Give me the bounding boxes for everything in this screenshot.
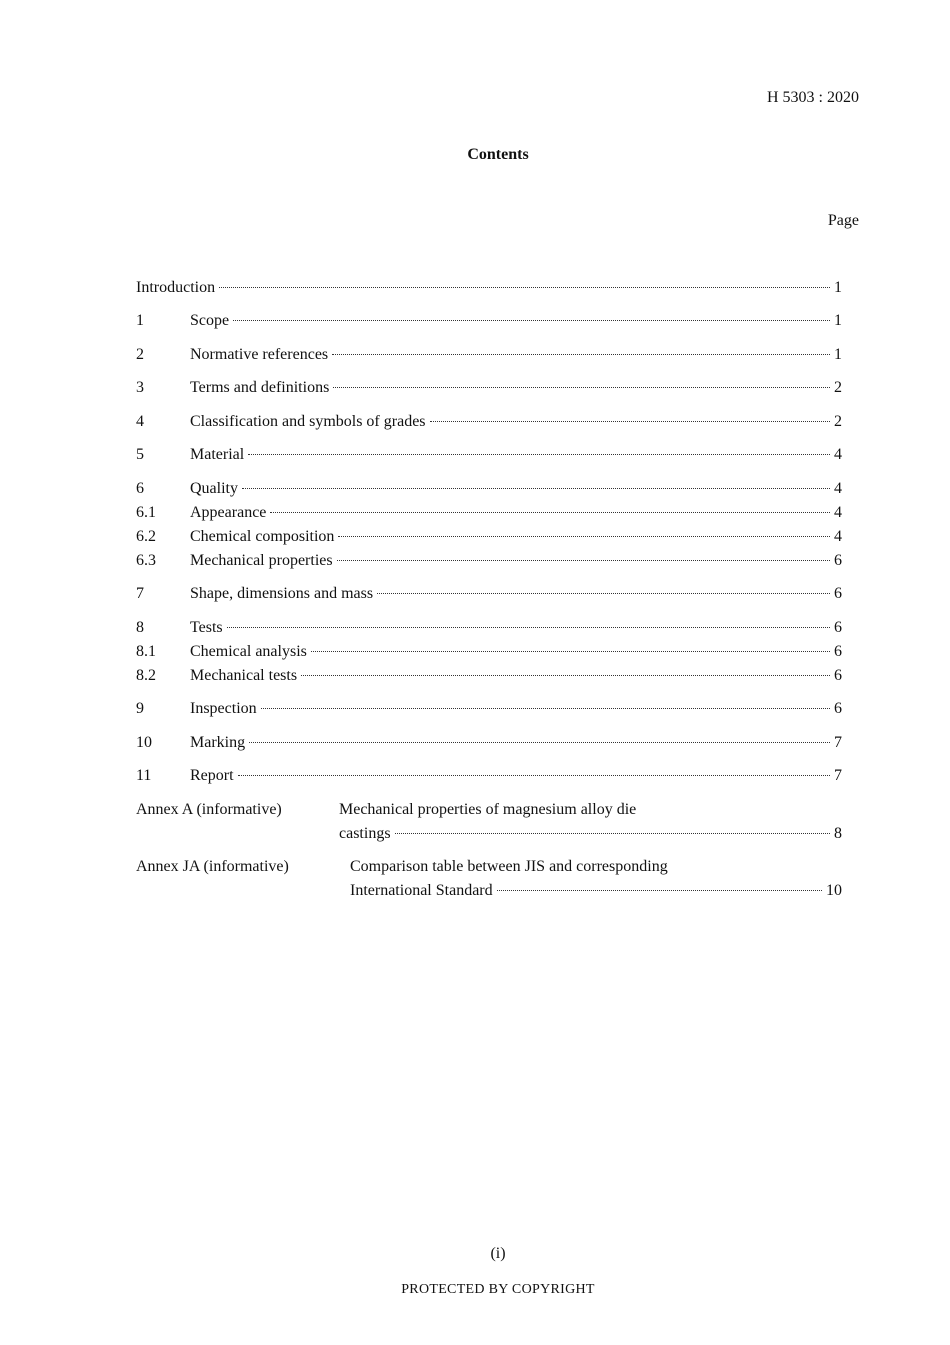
toc-entry-number: 9 [136,700,144,717]
toc-entry-number: 6.3 [136,552,156,569]
toc-entry-label: Shape, dimensions and mass [190,585,374,602]
dot-leader [497,890,822,891]
toc-entry-page: 4 [834,446,842,463]
toc-entry-label: Mechanical tests [190,667,298,684]
dot-leader [333,387,830,388]
dot-leader [238,775,830,776]
dot-leader [301,675,830,676]
toc-entry[interactable] [136,311,842,331]
toc-entry-label: Report [190,767,234,784]
dot-leader [311,651,830,652]
toc-entry[interactable] [136,733,842,753]
toc-entry-label: Inspection [190,700,257,717]
dot-leader [233,320,830,321]
toc-entry-label: Terms and definitions [190,379,330,396]
toc-entry[interactable] [136,378,842,398]
toc-entry[interactable] [136,584,842,604]
toc-entry-number: 1 [136,312,144,329]
toc-entry-number: 5 [136,446,144,463]
annex-title-line1: Comparison table between JIS and corresponding [350,858,668,875]
toc-entry[interactable] [136,479,842,499]
toc-entry-number: 6 [136,480,144,497]
toc-entry-number: 8.1 [136,643,156,660]
dot-leader [270,512,830,513]
toc-entry[interactable] [136,766,842,786]
annex-page: 8 [834,825,842,842]
dot-leader [248,454,830,455]
toc-entry-number: 4 [136,413,144,430]
annex-title-line1: Mechanical properties of magnesium alloy die [339,801,637,818]
annex-title-line2 [339,824,842,844]
copyright-notice: PROTECTED BY COPYRIGHT [401,1282,595,1297]
dot-leader [249,742,830,743]
document-number: H 5303 : 2020 [767,89,859,106]
toc-entry-number: 2 [136,346,144,363]
toc-entry[interactable] [136,412,842,432]
toc-entry[interactable] [136,345,842,365]
toc-entry-page: 1 [834,312,842,329]
toc-entry-label: Material [190,446,245,463]
dot-leader [261,708,830,709]
toc-entry[interactable] [136,551,842,571]
toc-entry-label: Scope [190,312,230,329]
toc-entry[interactable] [136,642,842,662]
dot-leader [219,287,830,288]
dot-leader [338,536,830,537]
toc-entry-label: Chemical analysis [190,643,307,660]
dot-leader [242,488,830,489]
toc-entry-number: 8.2 [136,667,156,684]
toc-entry-label: Classification and symbols of grades [190,413,426,430]
toc-entry-page: 7 [834,734,842,751]
toc-entry-label: Introduction [136,279,216,296]
toc-entry-page: 6 [834,585,842,602]
toc-entry-label: Appearance [190,504,267,521]
annex-title-continued: castings [339,825,391,842]
toc-entry[interactable] [136,618,842,638]
toc-entry-page: 6 [834,700,842,717]
toc-entry-page: 4 [834,504,842,521]
dot-leader [430,421,830,422]
toc-entry-label: Marking [190,734,246,751]
toc-entry-label: Tests [190,619,223,636]
toc-entry[interactable] [136,278,842,298]
toc-entry-label: Normative references [190,346,329,363]
toc-entry-number: 6.1 [136,504,156,521]
toc-entry-label: Quality [190,480,238,497]
toc-entry[interactable] [136,699,842,719]
toc-entry-page: 2 [834,413,842,430]
toc-entry-page: 4 [834,480,842,497]
annex-title-continued: International Standard [350,882,493,899]
toc-entry[interactable] [136,666,842,686]
page-number: (i) [490,1245,506,1262]
toc-entry-page: 2 [834,379,842,396]
dot-leader [227,627,830,628]
toc-entry-number: 7 [136,585,144,602]
dot-leader [337,560,830,561]
toc-entry-page: 6 [834,667,842,684]
toc-entry-page: 7 [834,767,842,784]
toc-entry-page: 4 [834,528,842,545]
toc-entry[interactable] [136,503,842,523]
dot-leader [377,593,830,594]
page-column-header: Page [827,212,859,229]
annex-page: 10 [826,882,842,899]
toc-entry[interactable] [136,445,842,465]
annex-prefix: Annex JA (informative) [136,858,289,875]
toc-entry-number: 8 [136,619,144,636]
annex-title-line2 [350,881,842,901]
toc-entry-page: 1 [834,279,842,296]
toc-entry-page: 6 [834,619,842,636]
toc-entry-label: Chemical composition [190,528,335,545]
toc-entry-number: 10 [136,734,152,751]
toc-entry-number: 11 [136,767,152,784]
annex-prefix: Annex A (informative) [136,801,282,818]
dot-leader [332,354,830,355]
dot-leader [395,833,830,834]
toc-entry-number: 3 [136,379,144,396]
toc-entry-page: 1 [834,346,842,363]
page-title: Contents [467,146,529,163]
toc-entry[interactable] [136,527,842,547]
toc-entry-page: 6 [834,643,842,660]
toc-entry-page: 6 [834,552,842,569]
toc-entry-label: Mechanical properties [190,552,333,569]
toc-entry-number: 6.2 [136,528,156,545]
